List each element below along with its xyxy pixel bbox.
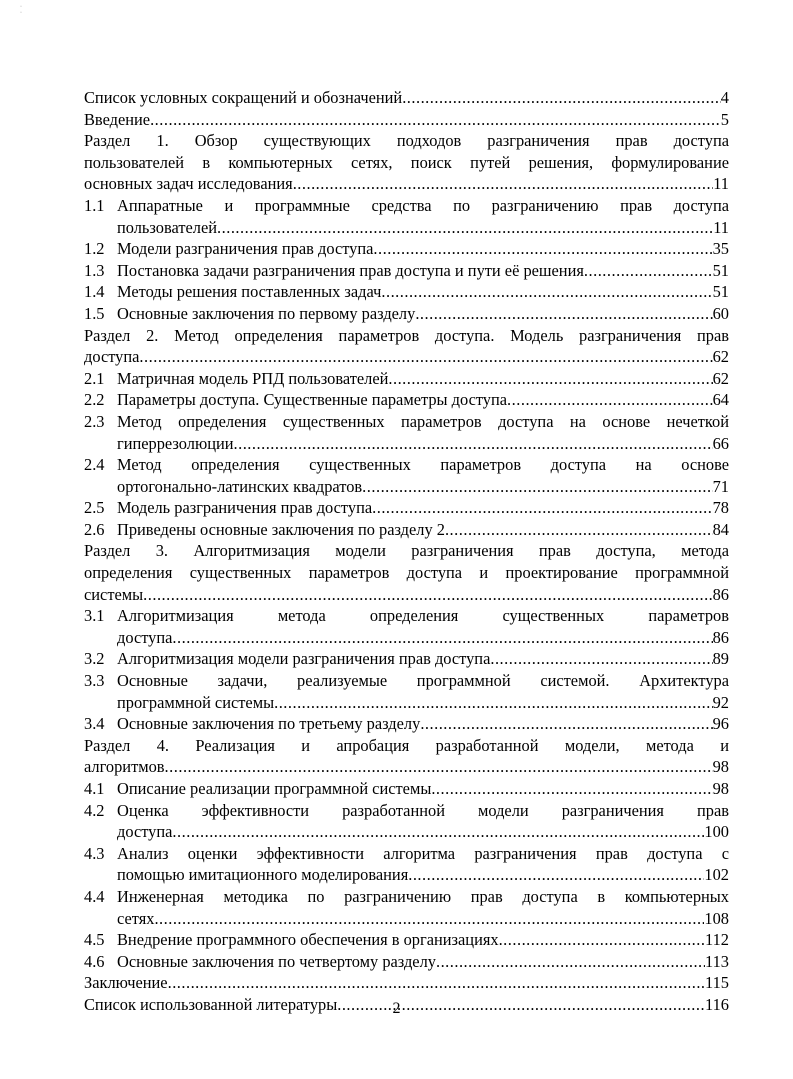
toc-entry-2-1[interactable] [84,368,729,390]
toc-entry-title-line: алгоритмов [84,757,165,777]
toc-entry-3-1[interactable] [84,605,729,648]
toc-entry-title: Список использованной литературы [84,994,338,1014]
scan-speck: · · [20,4,22,16]
toc-page-number: 89 [712,649,729,669]
toc-entry-title: Матричная модель РПД пользователей [117,368,389,388]
toc-entry-title-line: Метод определения существенных параметров доступа на основе нечеткой [117,411,729,431]
toc-entry-title-line: доступа [117,822,173,842]
toc-entry-number: 4.3 [84,843,105,863]
toc-page-number: 108 [704,908,729,928]
toc-entry-abbreviations[interactable] [84,87,729,109]
toc-entry-number: 4.1 [84,779,105,798]
toc-entry-3-2[interactable] [84,648,729,670]
toc-page-number: 64 [712,390,729,410]
toc-entry-title: Список условных сокращений и обозначений [84,88,403,107]
toc-entry-2-5[interactable] [84,497,729,519]
toc-entry-title: Основные заключения по четвертому разделу [117,951,436,971]
toc-entry-section-3[interactable] [84,540,729,605]
toc-entry-number: 2.6 [84,519,105,539]
toc-entry-title-line: Оценка эффективности разработанной модели разграничения прав [117,800,729,820]
toc-entry-1-3[interactable] [84,260,729,282]
toc-entry-title: Методы решения поставленных задач [117,282,382,302]
toc-entry-number: 4.5 [84,930,105,950]
leader-dots [388,368,712,390]
leader-dots [143,584,712,606]
toc-entry-number: 2.4 [84,455,105,475]
leader-dots [274,692,713,714]
toc-page-number: 98 [712,779,729,798]
toc-page-number: 62 [712,368,729,388]
leader-dots [217,217,713,239]
toc-entry-title-line: пользователей [117,217,218,237]
toc-entry-number: 3.1 [84,606,105,626]
toc-entry-number: 1.1 [84,195,105,215]
toc-entry-1-1[interactable] [84,195,729,238]
toc-entry-number: 2.1 [84,368,105,388]
toc-entry-4-2[interactable] [84,800,729,843]
toc-page-number: 5 [720,109,729,129]
toc-entry-number: 4.6 [84,951,105,971]
leader-dots [499,929,705,951]
toc-page-number: 92 [712,692,729,712]
toc-page-number: 35 [712,239,729,259]
toc-page-number: 51 [712,260,729,280]
toc-entry-section-4[interactable] [84,735,729,778]
toc-entry-title-line: Раздел 4. Реализация и апробация разработанной модели, метода и [84,735,729,755]
toc-entry-title-line: Основные задачи, реализуемые программной системой. Архитектура [117,671,729,691]
toc-page-number: 11 [713,174,729,194]
toc-entry-3-4[interactable] [84,713,729,735]
toc-entry-title-line: Метод определения существенных параметров доступа на основе [117,455,729,475]
toc-page-number: 100 [704,822,729,842]
toc-entry-title-line: гиперрезолюции [117,433,234,453]
toc-entry-title-line: Инженерная методика по разграничению прав доступа в компьютерных [117,886,729,906]
toc-entry-conclusion[interactable] [84,972,729,994]
toc-entry-number: 4.4 [84,886,105,906]
leader-dots [373,238,712,260]
page-number: 2 [392,1000,401,1017]
toc-entry-title-line: сетях [117,908,155,928]
toc-entry-number: 3.3 [84,671,105,691]
toc-page-number: 86 [712,584,729,604]
leader-dots [165,756,713,778]
toc-entry-title: Введение [84,109,151,129]
leader-dots [402,87,721,109]
toc-entry-2-4[interactable] [84,454,729,497]
toc-entry-title-line: Алгоритмизация метода определения существенных параметров [117,606,729,626]
toc-page-number: 96 [712,714,729,734]
toc-entry-section-2[interactable] [84,325,729,368]
toc-entry-number: 1.5 [84,303,105,323]
leader-dots [436,951,705,973]
toc-entry-4-3[interactable] [84,843,729,886]
toc-entry-title-line: помощью имитационного моделирования [117,865,409,885]
toc-entry-title: Модели разграничения прав доступа [117,239,374,259]
toc-entry-4-6[interactable] [84,951,729,973]
toc-entry-title-line: Раздел 3. Алгоритмизация модели разграничения прав доступа, метода [84,541,729,561]
toc-entry-title-line: Раздел 1. Обзор существующих подходов разграничения прав доступа [84,131,729,151]
toc-entry-section-1[interactable] [84,130,729,195]
leader-dots [168,972,705,994]
toc-page-number: 60 [712,303,729,323]
toc-entry-number: 2.2 [84,390,105,410]
toc-page-number: 113 [705,951,729,971]
toc-entry-2-6[interactable] [84,519,729,541]
toc-entry-1-2[interactable] [84,238,729,260]
leader-dots [445,519,713,541]
toc-entry-1-5[interactable] [84,303,729,325]
toc-entry-title: Параметры доступа. Существенные параметры доступа [117,390,508,410]
toc-entry-number: 1.3 [84,260,105,280]
toc-entry-title: Модель разграничения прав доступа [117,498,373,518]
toc-entry-4-4[interactable] [84,886,729,929]
toc-entry-title-line: Аппаратные и программные средства по разграничению прав доступа [117,195,729,215]
toc-entry-title: Приведены основные заключения по разделу 2 [117,519,445,539]
leader-dots [420,713,712,735]
toc-entry-1-4[interactable] [84,281,729,303]
leader-dots [507,389,713,411]
leader-dots [381,281,712,303]
leader-dots [584,260,713,282]
toc-entry-title: Основные заключения по первому разделу [117,303,416,323]
leader-dots [293,173,714,195]
toc-page-number: 71 [712,476,729,496]
leader-dots [172,821,704,843]
toc-page-number: 78 [712,498,729,518]
toc-entry-number: 1.4 [84,282,105,302]
leader-dots [362,476,712,498]
toc-page-number: 84 [712,519,729,539]
toc-entry-introduction[interactable] [84,109,729,131]
toc-entry-title: Основные заключения по третьему разделу [117,714,421,734]
leader-dots [154,908,704,930]
leader-dots [372,497,712,519]
toc-page-number: 112 [705,930,729,950]
toc-entry-number: 3.4 [84,714,105,734]
toc-entry-number: 4.2 [84,800,105,820]
table-of-contents [84,87,729,1016]
leader-dots [431,778,712,800]
toc-entry-2-3[interactable] [84,411,729,454]
toc-page-number: 62 [712,347,729,367]
toc-page-number: 115 [705,973,729,993]
toc-page-number: 86 [712,627,729,647]
toc-entry-4-5[interactable] [84,929,729,951]
leader-dots [490,648,712,670]
toc-page-number: 51 [712,282,729,302]
toc-entry-title: Внедрение программного обеспечения в организациях [117,930,499,950]
toc-entry-title: Постановка задачи разграничения прав доступа и пути её решения [117,260,584,280]
toc-entry-title-line: Анализ оценки эффективности алгоритма разграничения прав доступа с [117,843,729,863]
toc-page-number: 4 [720,88,729,107]
leader-dots [172,627,712,649]
toc-page-number: 102 [704,865,729,885]
toc-page-number: 116 [705,994,729,1014]
leader-dots [150,109,721,131]
leader-dots [408,864,704,886]
toc-entry-title-line: пользователей в компьютерных сетях, поиск путей решения, формулирование [84,152,729,172]
toc-entry-title-line: основных задач исследования [84,174,293,194]
toc-entry-number: 3.2 [84,649,105,669]
toc-entry-3-3[interactable] [84,670,729,713]
toc-entry-number: 1.2 [84,239,105,259]
toc-entry-title-line: системы [84,584,144,604]
toc-entry-title-line: программной системы [117,692,275,712]
toc-entry-number: 2.3 [84,411,105,431]
toc-entry-title-line: доступа [84,347,140,367]
toc-entry-4-1[interactable] [84,778,729,800]
toc-page-number: 66 [712,433,729,453]
toc-entry-title: Заключение [84,973,168,993]
leader-dots [234,433,713,455]
toc-entry-title: Описание реализации программной системы [117,779,432,798]
leader-dots [415,303,712,325]
toc-entry-title-line: доступа [117,627,173,647]
toc-entry-title: Алгоритмизация модели разграничения прав доступа [117,649,491,669]
toc-entry-title-line: ортогонально-латинских квадратов [117,476,363,496]
leader-dots [139,346,712,368]
toc-page-number: 98 [712,757,729,777]
toc-entry-2-2[interactable] [84,389,729,411]
toc-entry-number: 2.5 [84,498,105,518]
toc-entry-title-line: определения существенных параметров доступа и проектирование программной [84,563,729,583]
toc-entry-title-line: Раздел 2. Метод определения параметров доступа. Модель разграничения прав [84,325,729,345]
toc-page-number: 11 [713,217,729,237]
